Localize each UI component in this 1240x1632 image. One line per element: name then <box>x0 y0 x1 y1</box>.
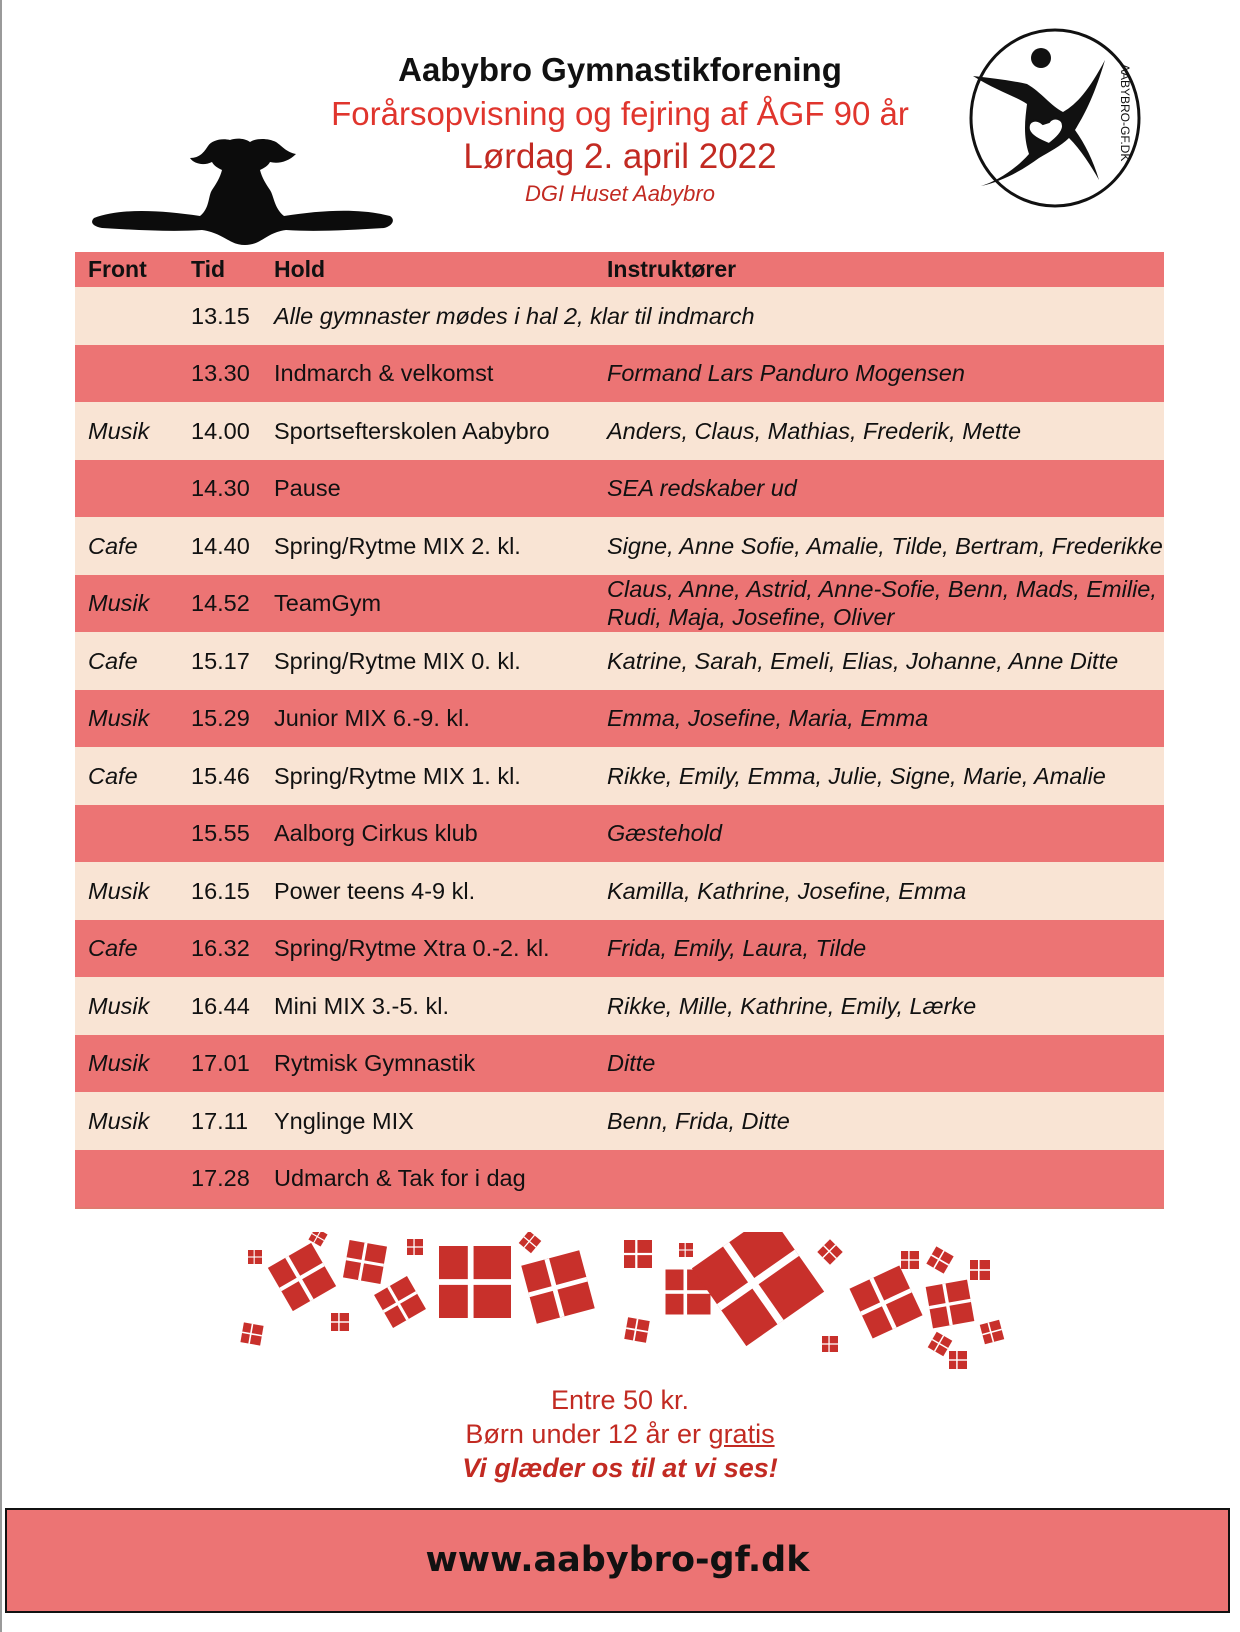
row-front: Musik <box>75 977 178 1035</box>
closing-message: Vi glæder os til at vi ses! <box>462 1453 778 1483</box>
page-border <box>0 0 2 1632</box>
schedule-table <box>75 252 1164 1209</box>
website-link[interactable]: www.aabybro-gf.dk <box>425 1540 810 1580</box>
row-instructors: Rikke, Mille, Kathrine, Emily, Lærke <box>594 977 1164 1035</box>
row-instructors: Kamilla, Kathrine, Josefine, Emma <box>594 862 1164 920</box>
row-front: Musik <box>75 1035 178 1093</box>
header-tid: Tid <box>178 252 261 287</box>
row-instructors: Signe, Anne Sofie, Amalie, Tilde, Bertram, Frederikke <box>594 517 1164 575</box>
row-team: Mini MIX 3.-5. kl. <box>261 977 594 1035</box>
header-instruktorer: Instruktører <box>594 252 1164 287</box>
row-team: Alle gymnaster mødes i hal 2, klar til indmarch <box>261 287 1164 345</box>
table-row <box>75 862 1164 920</box>
table-row <box>75 632 1164 690</box>
row-front <box>75 460 178 518</box>
table-header-row <box>75 252 1164 287</box>
row-instructors <box>594 1150 1164 1209</box>
table-row <box>75 1035 1164 1093</box>
table-row <box>75 690 1164 748</box>
row-time: 15.55 <box>178 805 261 863</box>
row-front <box>75 345 178 403</box>
gymnast-silhouette-icon <box>90 138 400 248</box>
row-front: Musik <box>75 1092 178 1150</box>
row-front: Musik <box>75 402 178 460</box>
header-hold: Hold <box>261 252 594 287</box>
row-team: Power teens 4-9 kl. <box>261 862 594 920</box>
footer-text <box>370 1383 870 1485</box>
children-free-text: Børn under 12 år er <box>465 1419 709 1449</box>
table-row <box>75 747 1164 805</box>
row-team: Spring/Rytme Xtra 0.-2. kl. <box>261 920 594 978</box>
row-team: Spring/Rytme MIX 2. kl. <box>261 517 594 575</box>
club-logo-icon <box>965 20 1155 220</box>
table-row <box>75 977 1164 1035</box>
table-row <box>75 460 1164 518</box>
row-front <box>75 287 178 345</box>
row-team: Spring/Rytme MIX 0. kl. <box>261 632 594 690</box>
event-date: Lørdag 2. april 2022 <box>463 137 777 176</box>
entry-price: Entre 50 kr. <box>550 1385 690 1415</box>
row-team: Indmarch & velkomst <box>261 345 594 403</box>
table-row <box>75 575 1164 633</box>
row-team: Udmarch & Tak for i dag <box>261 1150 594 1209</box>
row-time: 14.30 <box>178 460 261 518</box>
row-team: Pause <box>261 460 594 518</box>
row-team: Aalborg Cirkus klub <box>261 805 594 863</box>
row-time: 14.52 <box>178 575 261 633</box>
row-time: 14.00 <box>178 402 261 460</box>
header-front: Front <box>75 252 178 287</box>
table-row <box>75 1150 1164 1209</box>
row-instructors: Frida, Emily, Laura, Tilde <box>594 920 1164 978</box>
row-team: Junior MIX 6.-9. kl. <box>261 690 594 748</box>
row-time: 16.44 <box>178 977 261 1035</box>
table-row <box>75 920 1164 978</box>
row-time: 16.32 <box>178 920 261 978</box>
gratis-link[interactable]: gratis <box>708 1419 775 1449</box>
website-banner <box>5 1508 1230 1613</box>
row-instructors: Benn, Frida, Ditte <box>594 1092 1164 1150</box>
row-front: Cafe <box>75 517 178 575</box>
row-instructors: Rikke, Emily, Emma, Julie, Signe, Marie, Amalie <box>594 747 1164 805</box>
org-title: Aabybro Gymnastikforening <box>398 51 842 88</box>
row-time: 14.40 <box>178 517 261 575</box>
row-front: Cafe <box>75 920 178 978</box>
table-row <box>75 517 1164 575</box>
row-instructors: Ditte <box>594 1035 1164 1093</box>
row-time: 17.01 <box>178 1035 261 1093</box>
table-row <box>75 287 1164 345</box>
row-time: 15.46 <box>178 747 261 805</box>
row-instructors: Gæstehold <box>594 805 1164 863</box>
row-time: 13.15 <box>178 287 261 345</box>
row-front: Musik <box>75 862 178 920</box>
row-instructors: Emma, Josefine, Maria, Emma <box>594 690 1164 748</box>
row-time: 16.15 <box>178 862 261 920</box>
table-row <box>75 345 1164 403</box>
row-instructors: Claus, Anne, Astrid, Anne-Sofie, Benn, Mads, Emilie, Rudi, Maja, Josefine, Oliver <box>594 575 1164 633</box>
row-time: 15.29 <box>178 690 261 748</box>
row-front: Cafe <box>75 747 178 805</box>
row-time: 17.11 <box>178 1092 261 1150</box>
row-instructors: Katrine, Sarah, Emeli, Elias, Johanne, Anne Ditte <box>594 632 1164 690</box>
row-front: Musik <box>75 575 178 633</box>
row-time: 15.17 <box>178 632 261 690</box>
table-row <box>75 805 1164 863</box>
table-row <box>75 1092 1164 1150</box>
row-front <box>75 1150 178 1209</box>
row-team: TeamGym <box>261 575 594 633</box>
row-team: Rytmisk Gymnastik <box>261 1035 594 1093</box>
table-row <box>75 402 1164 460</box>
row-team: Ynglinge MIX <box>261 1092 594 1150</box>
row-instructors: Anders, Claus, Mathias, Frederik, Mette <box>594 402 1164 460</box>
row-front: Cafe <box>75 632 178 690</box>
row-team: Sportsefterskolen Aabybro <box>261 402 594 460</box>
row-time: 17.28 <box>178 1150 261 1209</box>
children-free <box>370 1417 870 1451</box>
row-front <box>75 805 178 863</box>
row-time: 13.30 <box>178 345 261 403</box>
event-title: Forårsopvisning og fejring af ÅGF 90 år <box>331 95 909 132</box>
row-instructors: SEA redskaber ud <box>594 460 1164 518</box>
row-front: Musik <box>75 690 178 748</box>
danish-flags-decoration-icon <box>240 1232 1040 1377</box>
row-instructors: Formand Lars Panduro Mogensen <box>594 345 1164 403</box>
logo-text: AABYBRO-GF.DK <box>1118 64 1132 162</box>
row-team: Spring/Rytme MIX 1. kl. <box>261 747 594 805</box>
event-venue: DGI Huset Aabybro <box>525 181 715 206</box>
